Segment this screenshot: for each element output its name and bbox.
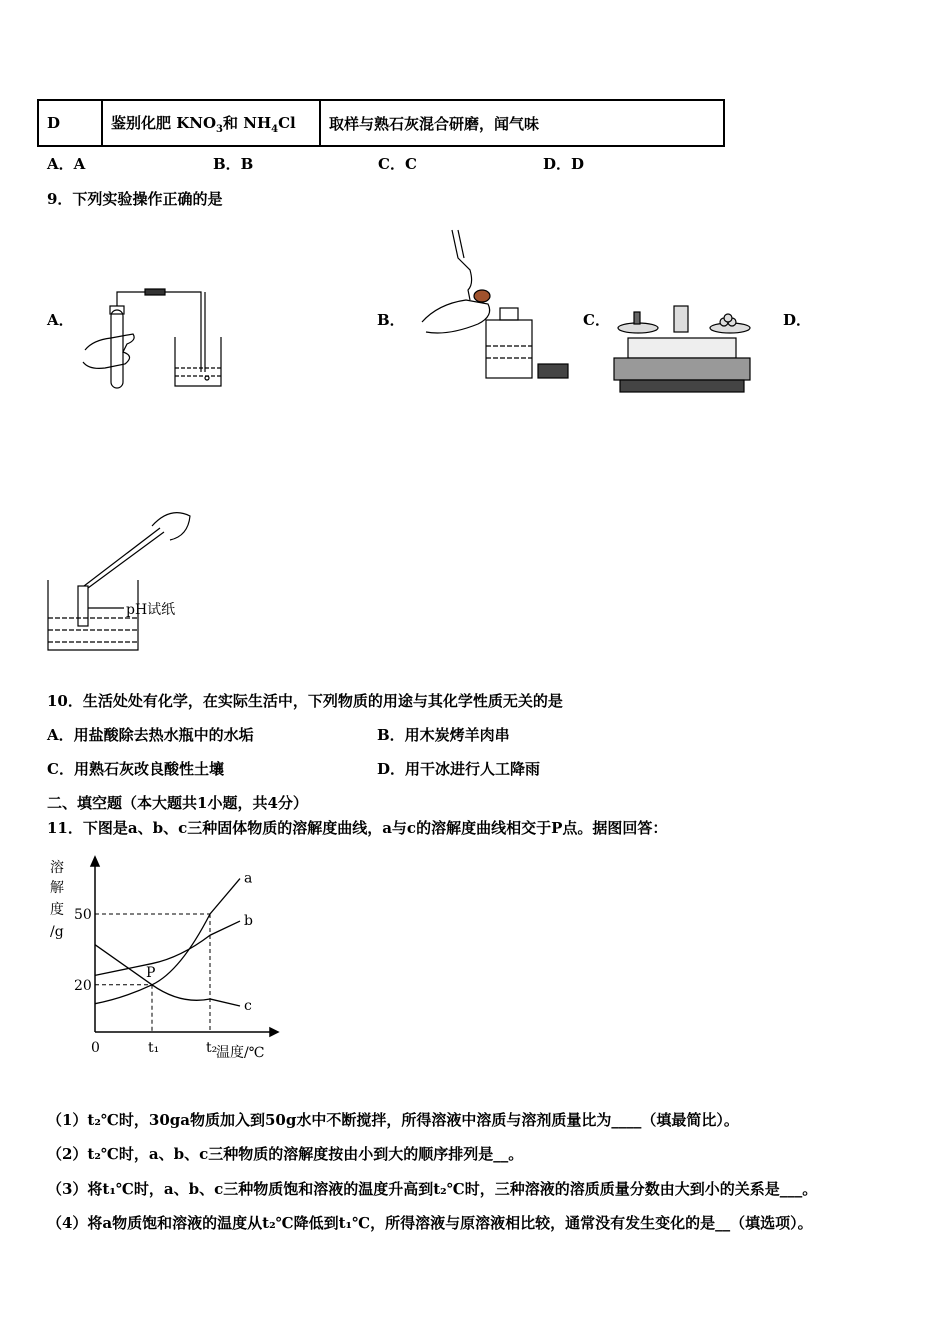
x-axis-arrow [270, 1028, 278, 1036]
q10-option-a[interactable]: A．用盐酸除去热水瓶中的水垢 [47, 726, 254, 744]
figure-airtight-check [75, 282, 235, 394]
x-axis-label: 温度/℃ [216, 1045, 265, 1061]
series-a-label: a [244, 870, 253, 887]
method-cell: 取样与熟石灰混合研磨，闻气味 [320, 100, 724, 146]
table-row [38, 100, 724, 146]
section-heading: 二、填空题（本大题共1小题，共4分） [47, 794, 308, 812]
q9-label-c[interactable]: C． [583, 311, 610, 329]
q9-label-a[interactable]: A． [47, 311, 74, 329]
q10-option-d[interactable]: D．用干冰进行人工降雨 [377, 760, 541, 778]
q9-label-d[interactable]: D． [783, 311, 812, 329]
x-tick-label: t₂ [206, 1040, 218, 1056]
purpose-cell: 鉴别化肥 $KNO_3$和 $NH_4Cl$ [102, 100, 320, 146]
ylabel-char-3: 度 [50, 902, 64, 918]
q8-choice-b[interactable]: B．B [213, 155, 254, 173]
figure-ph-test [40, 506, 210, 656]
q8-choice-a[interactable]: A．A [47, 155, 86, 173]
ylabel-char-4: /g [50, 924, 64, 940]
q11-stem: 11．下图是a、b、c三种固体物质的溶解度曲线，a与c的溶解度曲线相交于P点。据图回答： [47, 819, 668, 837]
q8-choice-d[interactable]: D．D [543, 155, 585, 173]
q10-option-c[interactable]: C．用熟石灰改良酸性土壤 [47, 760, 224, 778]
q11-item-1: （1）t₂℃时，30ga物质加入到50g水中不断搅拌，所得溶液中溶质与溶剂质量比为____（填最简比）。 [47, 1111, 739, 1129]
q11-item-2: （2）t₂℃时，a、b、c三种物质的溶解度按由小到大的顺序排列是__。 [47, 1145, 524, 1163]
series-c-label: c [244, 998, 252, 1015]
q8-choice-c[interactable]: C．C [378, 155, 417, 173]
y-axis-arrow [91, 857, 99, 866]
q11-item-4: （4）将a物质饱和溶液的温度从t₂℃降低到t₁℃，所得溶液与原溶液相比较，通常没有发生变化的是__（填选项）。 [47, 1214, 813, 1232]
series-c-curve [95, 945, 240, 1006]
series-b-curve [95, 921, 240, 975]
intersection-label-p: P [146, 964, 156, 981]
row-label: D [38, 100, 102, 146]
y-tick-label: 20 [74, 977, 92, 994]
x-tick-label: t₁ [148, 1040, 160, 1056]
ylabel-char-2: 解 [50, 880, 64, 896]
q10-stem: 10．生活处处有化学，在实际生活中，下列物质的用途与其化学性质无关的是 [47, 692, 563, 710]
series-b-label: b [244, 913, 253, 930]
q9-stem: 9．下列实验操作正确的是 [47, 190, 223, 208]
options-table [37, 99, 725, 147]
q10-option-b[interactable]: B．用木炭烤羊肉串 [377, 726, 510, 744]
q9-label-b[interactable]: B． [377, 311, 405, 329]
x-tick-label: 0 [91, 1040, 100, 1056]
y-tick-label: 50 [74, 907, 92, 923]
figure-balance [612, 302, 752, 398]
figure-dropper [418, 228, 578, 383]
q11-item-3: （3）将t₁℃时，a、b、c三种物质饱和溶液的温度升高到t₂℃时，三种溶液的溶质质量分数由大到小的关系是___。 [47, 1180, 818, 1198]
solubility-chart [40, 852, 290, 1064]
ph-paper-label: pH试纸 [126, 602, 176, 618]
ylabel-char-1: 溶 [50, 860, 64, 876]
